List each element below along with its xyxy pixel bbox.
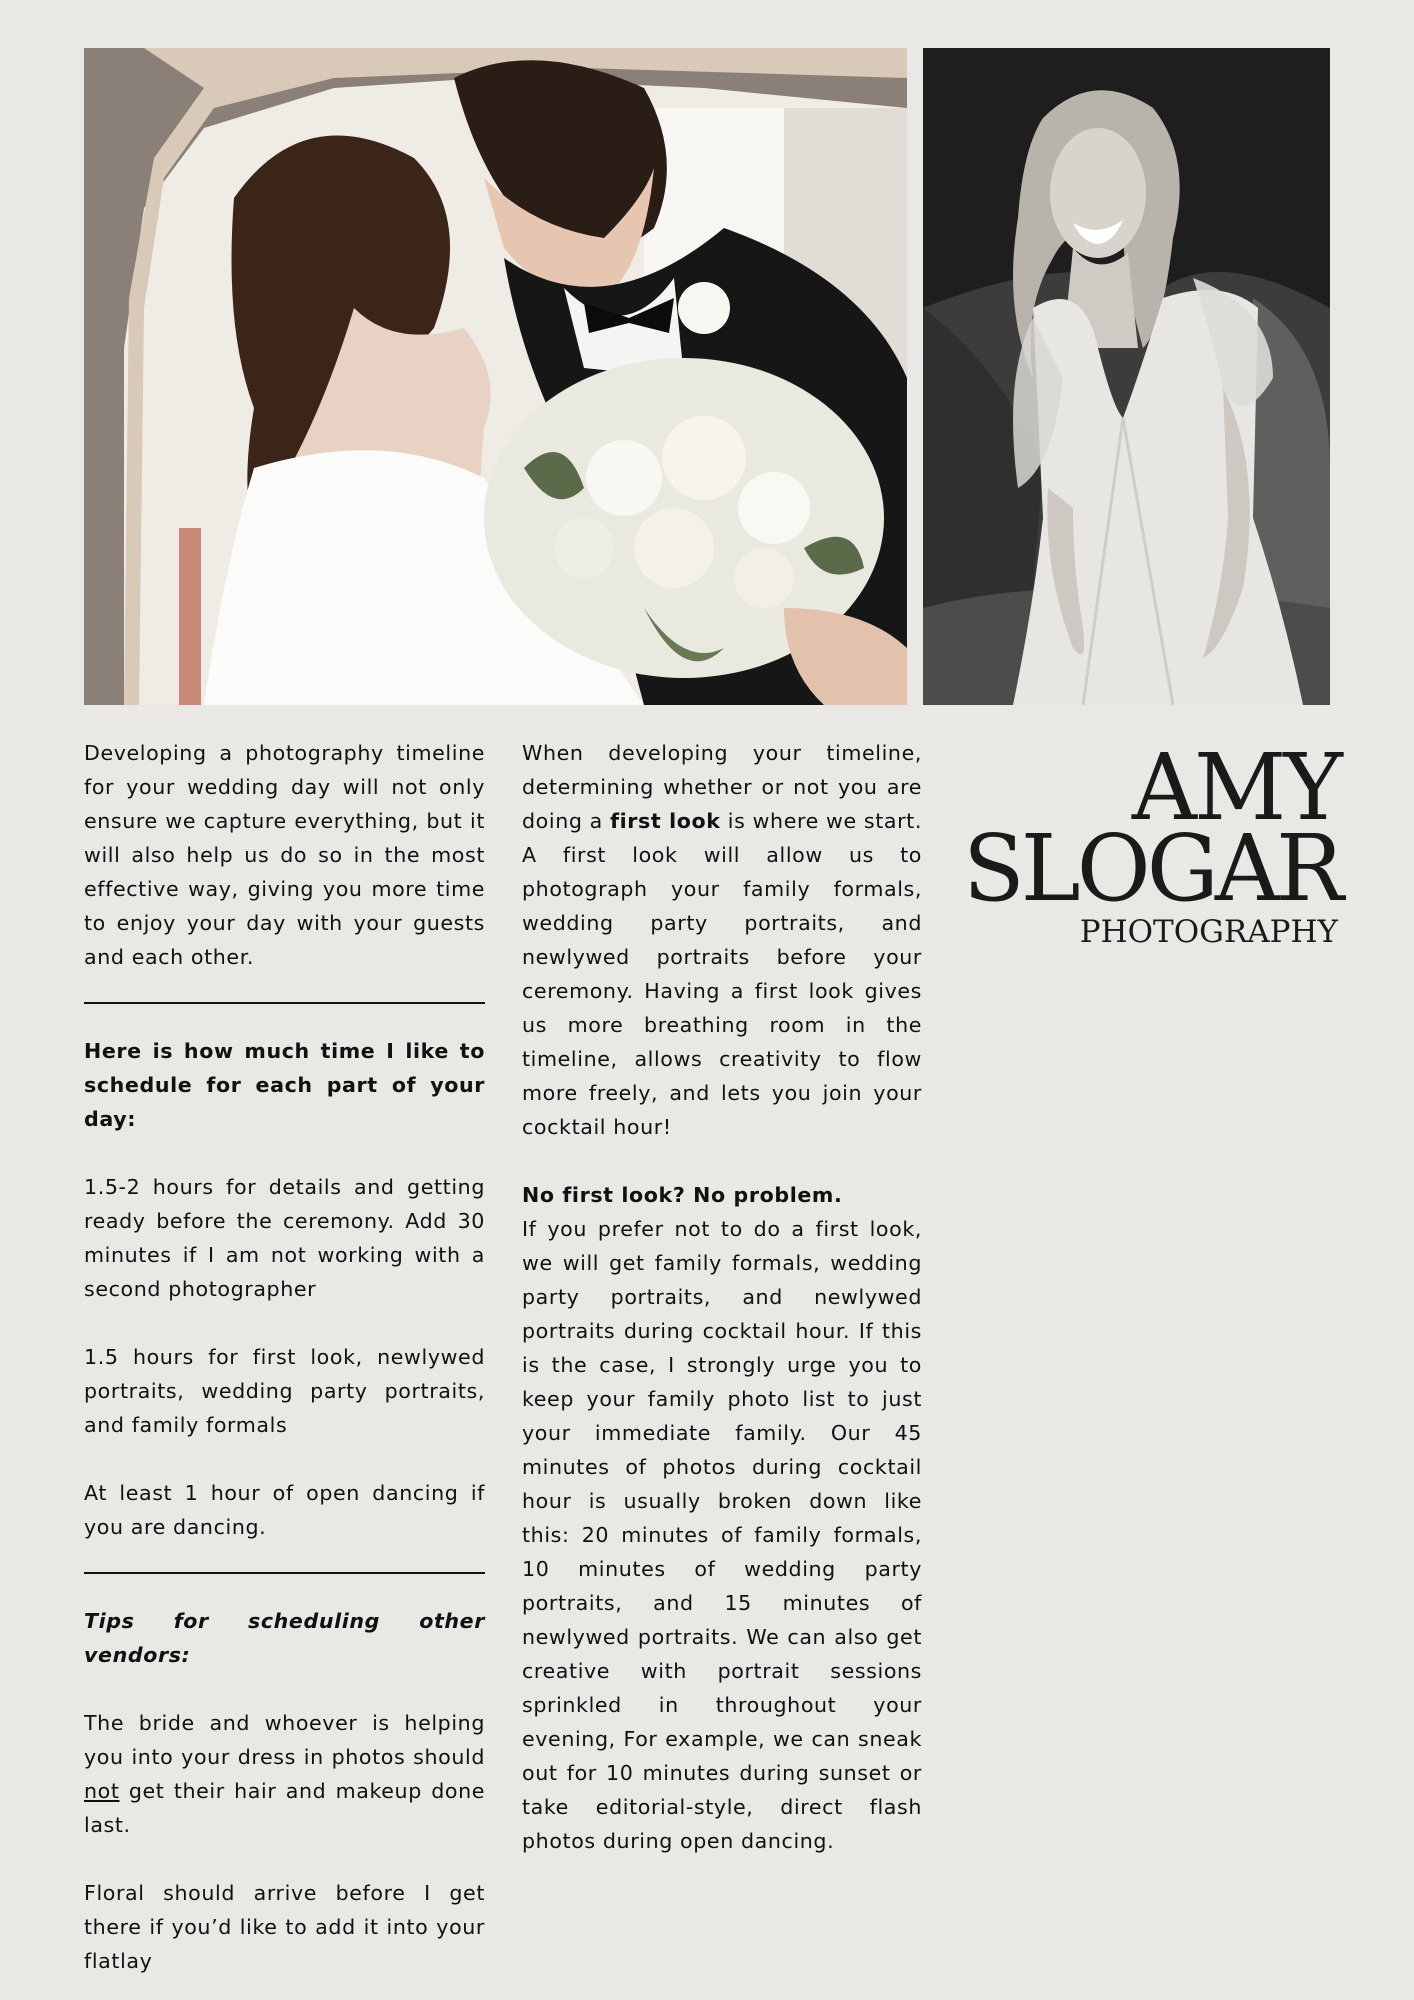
tip-floral: Floral should arrive before I get there if you’d like to add it into your flatlay <box>84 1881 485 1973</box>
first-look-text: When developing your timeline, determining whether or not you are doing a <box>522 741 922 833</box>
no-first-look-heading: No first look? No problem. <box>522 1183 843 1207</box>
spacer <box>84 1136 485 1170</box>
couple-kissing-photo <box>84 48 907 705</box>
tip-emphasis-not: not <box>84 1779 120 1803</box>
schedule-item-getting-ready: 1.5-2 hours for details and getting ready before the ceremony. Add 30 minutes if I am not working with a second photographer <box>84 1175 485 1301</box>
tip-hair-makeup-text: The bride and whoever is helping you into your dress in photos should <box>84 1711 485 1769</box>
intro-paragraph: Developing a photography timeline for your wedding day will not only ensure we capture everything, but it will also help us do so in the most effective way, giving you more time to enjoy your day with your guests and each other. <box>84 741 485 969</box>
tip-hair-makeup-text-end: get their hair and makeup done last. <box>84 1779 485 1837</box>
logo-last-name: SLOGAR <box>962 815 1340 922</box>
spacer <box>84 1442 485 1476</box>
first-look-text-end: is where we start. A first look will allow us to photograph your family formals, wedding party portraits, and newlywed portraits before your ceremony. Having a first look gives us more breathing room in the timeline, allows creativity to flow more freely, and lets you join your cocktail hour! <box>522 809 923 1139</box>
schedule-item-dancing: At least 1 hour of open dancing if you are dancing. <box>84 1481 485 1539</box>
first-look-paragraph <box>522 736 922 1144</box>
bride-portrait-photo <box>923 48 1330 705</box>
schedule-heading: Here is how much time I like to schedule for each part of your day: <box>84 1039 485 1131</box>
logo-tagline: PHOTOGRAPHY <box>1079 914 1338 950</box>
no-first-look-paragraph: If you prefer not to do a first look, we will get family formals, wedding party portraits, and newlywed portraits during cocktail hour. If this is the case, I strongly urge you to keep your family photo list to just your immediate family. Our 45 minutes of photos during cocktail hour is usually broken down like this: 20 minutes of family formals, 10 minutes of wedding party portraits, and 15 minutes of newlywed portraits. We can also get creative with portrait sessions sprinkled in throughout your evening, For example, we can sneak out for 10 minutes during sunset or take editorial-style, direct flash photos during open dancing. <box>522 1217 922 1853</box>
bride-portrait-image <box>923 48 1330 705</box>
schedule-item-portraits: 1.5 hours for first look, newlywed portraits, wedding party portraits, and family formals <box>84 1345 485 1437</box>
spacer <box>84 1672 485 1706</box>
tip-hair-makeup <box>84 1706 485 1842</box>
left-text-column <box>84 736 485 1978</box>
first-look-emphasis: first look <box>610 809 721 833</box>
couple-kissing-image <box>84 48 907 705</box>
logo-first-name: AMY <box>1131 734 1340 841</box>
spacer <box>84 1306 485 1340</box>
spacer <box>84 1842 485 1876</box>
section-divider <box>84 1572 485 1574</box>
vendors-heading: Tips for scheduling other vendors: <box>84 1609 485 1667</box>
spacer <box>522 1144 922 1178</box>
amy-slogar-photography-logo <box>920 734 1340 952</box>
middle-text-column <box>522 736 922 1858</box>
section-divider <box>84 1002 485 1004</box>
